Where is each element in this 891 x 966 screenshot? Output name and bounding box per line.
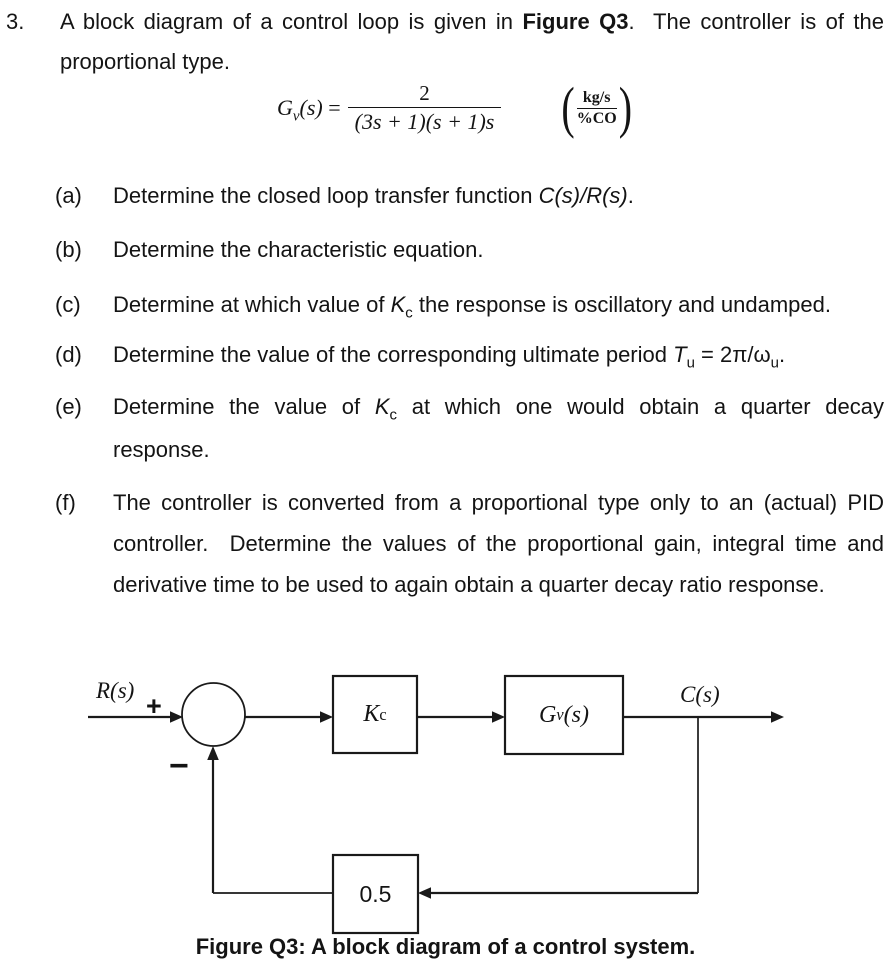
controller-label: K c: [363, 701, 387, 727]
right-paren-icon: ): [618, 75, 633, 140]
arrowhead-output-icon: [771, 711, 784, 723]
item-d-text: Determine the value of the corresponding ultimate period $T_u = 2\pi/\omega_u$.: [113, 342, 786, 372]
units-group: [561, 75, 633, 140]
item-a-label: (a): [55, 183, 82, 208]
item-f-line-1: The controller is converted from a proportional type only to an (actual) PID: [113, 490, 884, 515]
arrowhead-into-junction-bottom-icon: [207, 746, 219, 760]
figure-reference: Figure Q3: [522, 9, 629, 34]
item-a: [55, 181, 884, 211]
question-intro: [6, 2, 884, 82]
arrowhead-into-feedback-box-icon: [418, 887, 431, 899]
item-e-line-1: Determine the value of $K_c$ at which one would obtain a quarter decay: [113, 394, 884, 424]
arrowhead-into-controller-icon: [320, 711, 333, 723]
question-intro-text: [60, 2, 884, 82]
item-d: [55, 340, 884, 370]
item-a-text: Determine the closed loop transfer function C(s)/R(s).: [113, 183, 634, 208]
equation-numerator: 2: [419, 81, 430, 105]
intro-line-1: A block diagram of a control loop is given in Figure Q3. The controller is of the: [60, 9, 884, 34]
item-c-text: Determine at which value of $K_c$ the response is oscillatory and undamped.: [113, 292, 831, 322]
figure-caption: Figure Q3: A block diagram of a control system.: [195, 934, 696, 959]
arrowhead-into-junction-icon: [170, 711, 183, 723]
math-c-over-r: C(s)/R(s): [538, 183, 628, 208]
item-c: [55, 290, 884, 320]
left-paren-icon: (: [561, 75, 575, 140]
item-b-label: (b): [55, 237, 82, 262]
question-number: 3.: [6, 9, 25, 34]
transfer-function-equation: [277, 75, 633, 140]
process-label: G v (s): [539, 701, 589, 728]
arrowhead-into-process-icon: [492, 711, 505, 723]
units-denominator: %CO: [576, 109, 617, 127]
feedback-gain-label: 0.5: [359, 880, 392, 907]
item-e-line-2: response.: [113, 437, 210, 462]
item-e: [55, 385, 884, 471]
equation-fraction: [348, 81, 502, 135]
units-fraction: [577, 89, 617, 128]
intro-line-2: proportional type.: [60, 49, 230, 74]
item-b: [55, 235, 884, 265]
input-signal-label: R(s): [96, 678, 135, 703]
plus-sign: +: [146, 691, 162, 721]
var-kc: K: [390, 292, 406, 317]
item-f-label: (f): [55, 490, 76, 515]
var-tu: T: [673, 342, 687, 367]
summing-junction-circle: [182, 683, 245, 746]
output-signal-label: C(s): [680, 682, 720, 707]
item-e-label: (e): [55, 394, 82, 419]
units-numerator: kg/s: [577, 89, 617, 109]
equation-denominator: (3s + 1)(s + 1)s: [348, 107, 502, 135]
item-f-line-2: controller. Determine the values of the proportional gain, integral time and: [113, 531, 884, 556]
item-c-label: (c): [55, 292, 81, 317]
equation-lhs: $G_v(s)$ =: [277, 95, 341, 125]
item-b-text: Determine the characteristic equation.: [113, 237, 484, 262]
minus-sign: −: [169, 747, 189, 785]
item-d-label: (d): [55, 342, 82, 367]
item-f: [55, 482, 884, 605]
var-kc: K: [374, 394, 390, 419]
item-f-line-3: derivative time to be used to again obtain a quarter decay ratio response.: [113, 572, 825, 597]
